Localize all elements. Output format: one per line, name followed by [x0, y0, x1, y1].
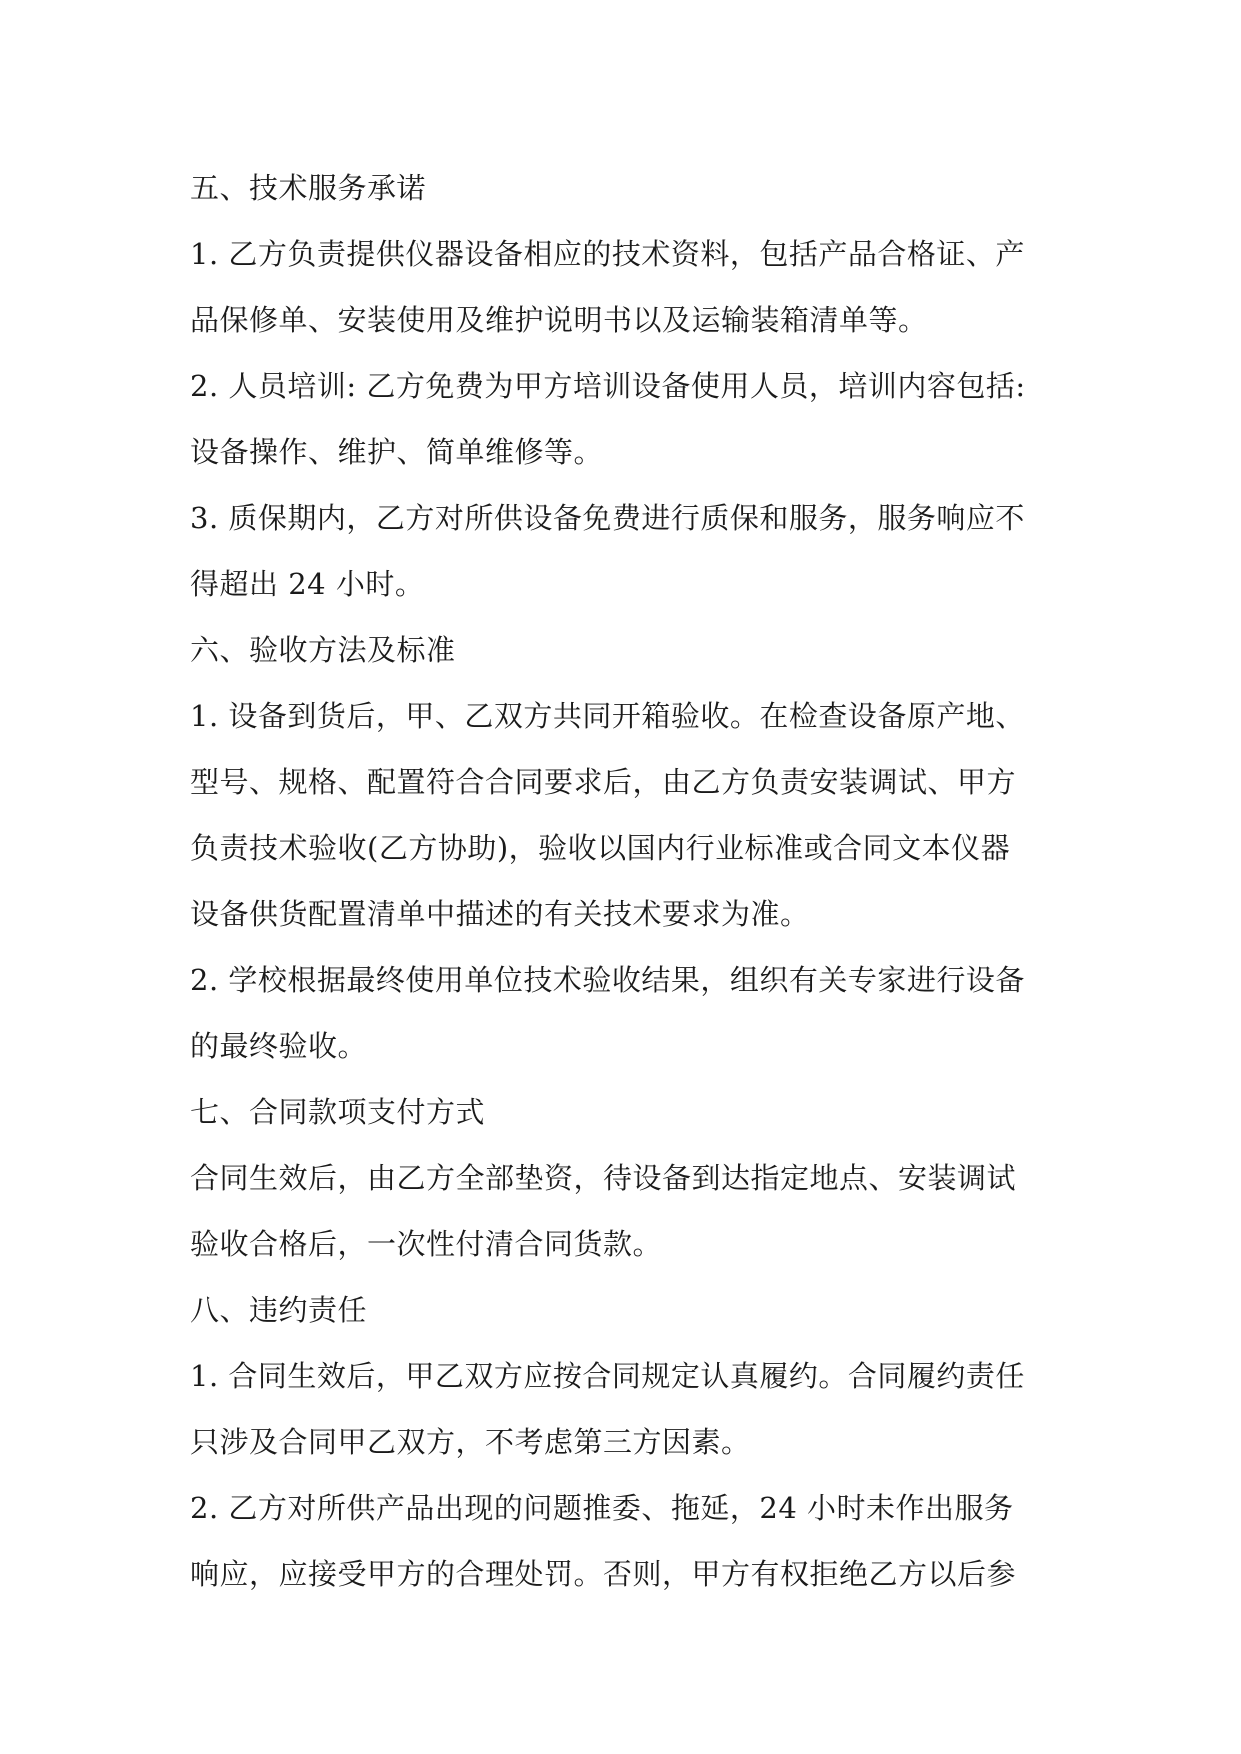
section-heading-6: 六、验收方法及标准: [190, 633, 456, 667]
paragraph-line: 2. 学校根据最终使用单位技术验收结果，组织有关专家进行设备: [190, 963, 1025, 997]
paragraph-line: 1. 合同生效后，甲乙双方应按合同规定认真履约。合同履约责任: [190, 1359, 1025, 1393]
paragraph-line: 合同生效后，由乙方全部垫资，待设备到达指定地点、安装调试: [190, 1161, 1017, 1195]
section-heading-5: 五、技术服务承诺: [190, 171, 427, 205]
section-heading-8: 八、违约责任: [190, 1293, 368, 1327]
paragraph-line: 只涉及合同甲乙双方，不考虑第三方因素。: [190, 1425, 751, 1459]
document-body: [190, 155, 1070, 1607]
section-heading-7: 七、合同款项支付方式: [190, 1095, 486, 1129]
paragraph-line: 设备操作、维护、简单维修等。: [190, 435, 604, 469]
paragraph-line: 1. 设备到货后，甲、乙双方共同开箱验收。在检查设备原产地、: [190, 699, 1025, 733]
paragraph-line: 设备供货配置清单中描述的有关技术要求为准。: [190, 897, 810, 931]
paragraph-line: 型号、规格、配置符合合同要求后，由乙方负责安装调试、甲方: [190, 765, 1017, 799]
paragraph-line: 2. 乙方对所供产品出现的问题推委、拖延，24 小时未作出服务: [190, 1491, 1014, 1525]
paragraph-line: 响应，应接受甲方的合理处罚。否则，甲方有权拒绝乙方以后参: [190, 1557, 1017, 1591]
paragraph-line: 验收合格后，一次性付清合同货款。: [190, 1227, 663, 1261]
paragraph-line: 得超出 24 小时。: [190, 567, 425, 601]
paragraph-line: 3. 质保期内，乙方对所供设备免费进行质保和服务，服务响应不: [190, 501, 1025, 535]
paragraph-line: 负责技术验收(乙方协助)，验收以国内行业标准或合同文本仪器: [190, 831, 1011, 865]
paragraph-line: 2. 人员培训: 乙方免费为甲方培训设备使用人员，培训内容包括:: [190, 369, 1026, 403]
paragraph-line: 1. 乙方负责提供仪器设备相应的技术资料，包括产品合格证、产: [190, 237, 1025, 271]
paragraph-line: 的最终验收。: [190, 1029, 368, 1063]
paragraph-line: 品保修单、安装使用及维护说明书以及运输装箱清单等。: [190, 303, 928, 337]
